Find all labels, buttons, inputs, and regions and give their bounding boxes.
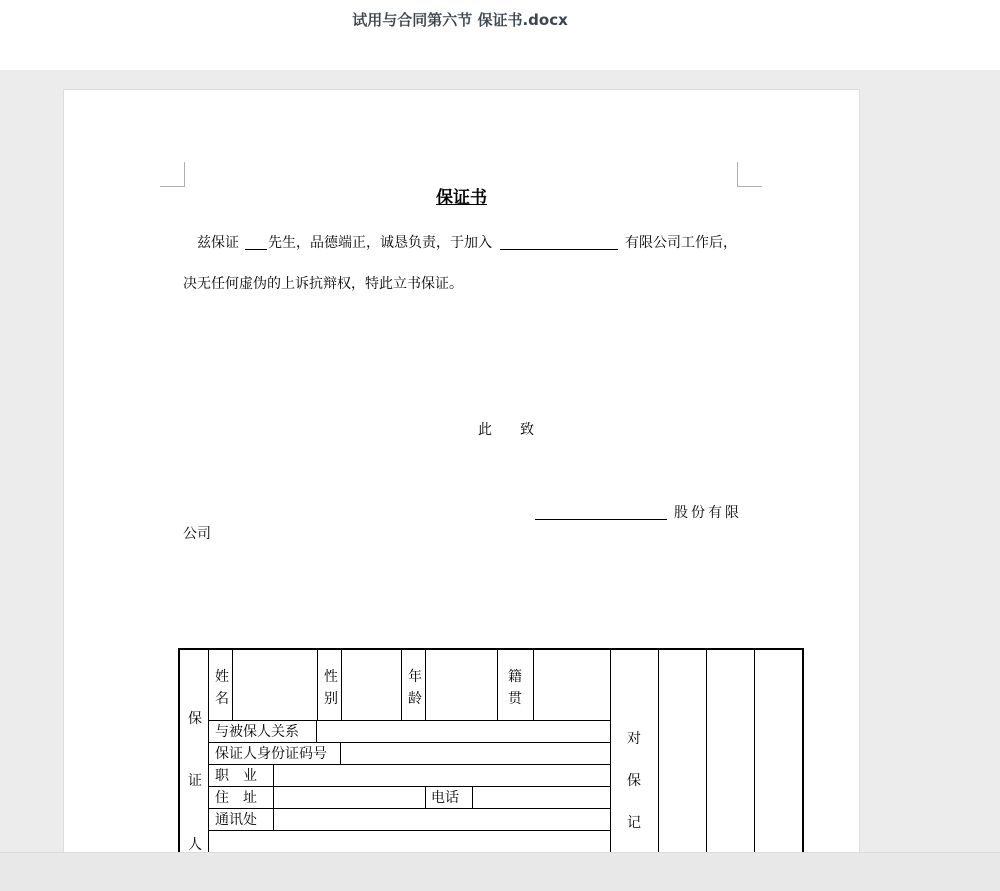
- document-viewer[interactable]: [0, 70, 1000, 852]
- guarantor-side-label-1: 保: [188, 711, 202, 727]
- guarantor-side-label-3: 人: [188, 837, 202, 852]
- guarantor-table: [178, 648, 804, 852]
- salutation-zhi: 致: [520, 422, 534, 438]
- salutation-ci: 此: [478, 422, 492, 438]
- occupation-label: 职 业: [215, 768, 257, 784]
- bottom-status-bar: [0, 852, 1000, 891]
- name-label-1: 姓: [215, 669, 229, 685]
- document-page: [63, 89, 860, 852]
- origin-label-2: 贯: [508, 691, 522, 707]
- corner-mark-top-left: [160, 162, 185, 187]
- right-column-label-2: 保: [627, 773, 641, 789]
- age-label-1: 年: [408, 669, 422, 685]
- right-column-label-1: 对: [627, 731, 641, 747]
- paragraph-2: 决无任何虚伪的上诉抗辩权，特此立书保证。: [183, 276, 463, 292]
- relation-label: 与被保人关系: [215, 724, 299, 740]
- document-title: 试用与合同第六节 保证书.docx: [352, 11, 568, 29]
- guarantor-side-label-2: 证: [188, 773, 202, 789]
- phone-label: 电话: [431, 790, 459, 806]
- name-blank: [245, 235, 267, 250]
- mailing-address-label: 通讯处: [215, 812, 257, 828]
- company-blank: [500, 235, 618, 250]
- company-suffix: 股份有限: [674, 505, 742, 521]
- corner-mark-top-right: [737, 162, 762, 187]
- paragraph-1-prefix: 兹保证: [197, 235, 239, 251]
- company-line-2: 公司: [183, 526, 211, 542]
- gender-label-2: 别: [324, 691, 338, 707]
- address-label: 住 址: [215, 790, 257, 806]
- title-bar: [0, 0, 1000, 70]
- document-heading: 保证书: [436, 188, 487, 208]
- paragraph-1-middle: 先生，品德端正，诚恳负责，于加入: [268, 235, 492, 251]
- paragraph-1-suffix: 有限公司工作后，: [625, 235, 737, 251]
- name-label-2: 名: [215, 691, 229, 707]
- gender-label-1: 性: [324, 669, 338, 685]
- right-column-label-3: 记: [627, 815, 641, 831]
- origin-label-1: 籍: [508, 669, 522, 685]
- company-name-blank: [535, 505, 667, 520]
- id-number-label: 保证人身份证码号: [215, 746, 327, 762]
- age-label-2: 龄: [408, 691, 422, 707]
